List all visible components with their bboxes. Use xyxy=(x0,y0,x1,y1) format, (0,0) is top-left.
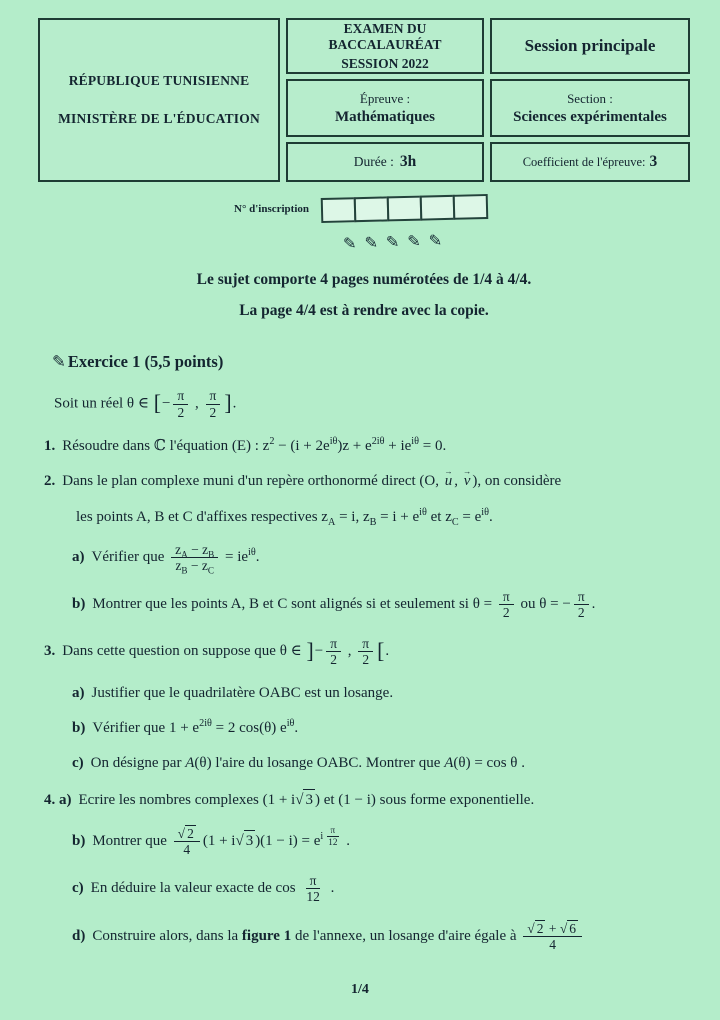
exercise-line xyxy=(38,589,690,621)
exercise-line-text: On désigne par A(θ) l'aire du losange OABC. Montrer que A(θ) = cos θ . xyxy=(90,755,525,772)
exam-title-line1: EXAMEN DU BACCALAURÉAT xyxy=(328,20,442,52)
exercise-line xyxy=(38,873,690,905)
exercise-line-text: Dans cette question on suppose que θ ∈ ]− $\frac{\pi}{2}$ , $\frac{\pi}{2}$ [. xyxy=(62,635,390,668)
exercise-line-label: d) xyxy=(72,927,86,944)
exercise-line xyxy=(38,789,690,810)
duration-value: 3h xyxy=(399,153,417,170)
exercise-line-text: Résoudre dans ℂ l'équation (E) : $z^2 - (i + 2e^{i\theta})z + e^{2i\theta} + ie^{i\theta} = 0$. xyxy=(62,436,447,455)
exam-title-line2: SESSION 2022 xyxy=(341,55,429,71)
section-value: Sciences expérimentales xyxy=(513,108,667,125)
registration-box xyxy=(387,196,423,222)
registration-box xyxy=(321,197,357,223)
exercise-line xyxy=(38,920,690,953)
exercise-line-text: Dans le plan complexe muni d'un repère orthonormé direct (O, u → , v → ), on considère xyxy=(62,473,561,489)
exercise-line-label: 2. xyxy=(44,473,56,490)
notice-line-1: Le sujet comporte 4 pages numérotées de 1/4 à 4/4. xyxy=(196,271,532,288)
registration-box xyxy=(420,195,456,221)
registration-boxes xyxy=(321,194,489,223)
coefficient-label: Coefficient de l'épreuve: xyxy=(522,154,646,169)
pencil-icon: ✎ xyxy=(52,352,66,371)
header-country-cell xyxy=(38,18,280,182)
section-label: Section : xyxy=(567,90,613,106)
exercise-line-label: 4. a) xyxy=(44,791,72,808)
exam-title-cell xyxy=(286,18,484,74)
exercise-title xyxy=(52,352,690,372)
header-table xyxy=(38,18,690,182)
exercise-line-text: Ecrire les nombres complexes (1 + i √ 3 ) et (1 − i) sous forme exponentielle. xyxy=(79,792,535,808)
exercise-line-text: Montrer que √ 2 4 (1 + i √ 3 )$(1 - i) = e^{i \frac{\pi}{12}}$ . xyxy=(92,825,350,858)
exercise-line xyxy=(38,825,690,858)
exercise-line-label: 3. xyxy=(44,643,56,660)
exercise-line-label: b) xyxy=(72,596,86,613)
duration-label: Durée : xyxy=(353,154,394,169)
exercise-line xyxy=(38,636,690,668)
exercise-line xyxy=(38,542,690,574)
exercise-line xyxy=(38,753,690,773)
exercise-line xyxy=(38,471,690,491)
exercise-line xyxy=(38,507,690,527)
coefficient-value: 3 xyxy=(649,153,658,170)
exercise-line-text: les points A, B et C d'affixes respectives $z_A = i$, $z_B = i + e^{i\theta}$ et $z_C = e^{i\theta}$. xyxy=(76,506,493,528)
subject-cell xyxy=(286,79,484,137)
exercise-body xyxy=(38,436,690,953)
exercise-line-label: a) xyxy=(72,549,85,566)
exercise-line-text: Construire alors, dans la figure 1 de l'annexe, un losange d'aire égale à √ 2 + √ 6 4 xyxy=(92,928,585,944)
section-cell xyxy=(490,79,690,137)
subject-value: Mathématiques xyxy=(335,108,435,125)
registration-label: N° d'inscription xyxy=(234,202,309,215)
ministry-text: MINISTÈRE DE L'ÉDUCATION xyxy=(58,111,260,126)
header-middle-column xyxy=(286,18,484,182)
exercise-line-label: 1. xyxy=(44,438,56,455)
pen-decoration-icons: ✎✎✎✎✎ xyxy=(342,230,451,254)
exercise-line-label: b) xyxy=(72,720,86,737)
session-cell: Session principale xyxy=(490,18,690,74)
exercise-intro: Soit un réel θ ∈ [− $\frac{\pi}{2}$ , $\frac{\pi}{2}$ ]. xyxy=(54,388,237,420)
exercise-line-text: Montrer que les points A, B et C sont alignés si et seulement si θ = $\frac{\pi}{2}$ ou θ = − $\frac{\pi}{2}$ . xyxy=(92,588,596,621)
exercise-line xyxy=(38,718,690,738)
registration-row xyxy=(234,196,690,221)
exercise-line-text: Vérifier que $\frac{z_A - z_B}{z_B - z_C}$ = $ie^{i\theta}$. xyxy=(91,541,260,576)
exercise-line-label: c) xyxy=(72,880,84,897)
registration-box xyxy=(354,196,390,222)
notice-line-2: La page 4/4 est à rendre avec la copie. xyxy=(239,302,489,319)
exercise-line-label: a) xyxy=(72,684,85,701)
exercise-line-label: b) xyxy=(72,832,86,849)
subject-label: Épreuve : xyxy=(359,90,411,106)
exercise-title-text: Exercice 1 (5,5 points) xyxy=(67,352,224,371)
exercise-line-text: Justifier que le quadrilatère OABC est un losange. xyxy=(91,684,394,701)
coefficient-cell xyxy=(490,142,690,182)
registration-box xyxy=(453,194,489,220)
duration-cell xyxy=(286,142,484,182)
republic-text: RÉPUBLIQUE TUNISIENNE xyxy=(68,73,250,88)
exercise-line-label: c) xyxy=(72,755,84,772)
exercise-line xyxy=(38,436,690,456)
page-number: 1/4 xyxy=(351,982,369,997)
exercise-line-text: En déduire la valeur exacte de cos $\frac{\pi}{12}$ . xyxy=(90,872,335,905)
header-right-column xyxy=(490,18,690,182)
exercise-line-text: Vérifier que $1 + e^{2i\theta} = 2$ cos(θ) $e^{i\theta}$. xyxy=(92,718,299,737)
exercise-line xyxy=(38,683,690,703)
